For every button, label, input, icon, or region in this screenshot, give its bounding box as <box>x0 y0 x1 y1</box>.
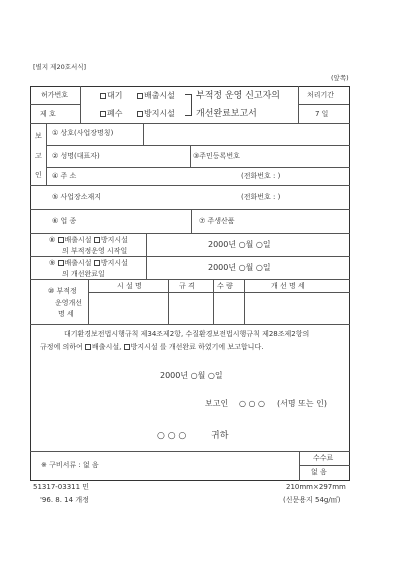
required-documents: ※ 구비서류 : 없 음 <box>41 461 99 469</box>
improvement-label-1: ⑩ 부적정 <box>48 287 77 295</box>
processing-period-label: 처리기간 <box>307 91 335 99</box>
body-prevention-checkbox[interactable] <box>124 344 130 350</box>
improvement-col-spec: 규 격 <box>179 282 195 290</box>
start-emission-checkbox[interactable] <box>58 237 64 243</box>
start-prevention-checkbox[interactable] <box>94 237 100 243</box>
improvement-header-line <box>88 292 350 293</box>
improvement-label-3: 명 세 <box>58 310 74 318</box>
done-date-options: ⑨ 배출시설 방지시설 <box>49 259 128 267</box>
header-permit-row-line <box>30 104 80 105</box>
facility-type-wastewater: 폐수 <box>100 110 122 118</box>
air-checkbox[interactable] <box>100 93 106 99</box>
side-note: (앞쪽) <box>331 74 349 82</box>
improvement-col-detail: 개 선 명 세 <box>271 282 305 290</box>
improvement-col-divider-3 <box>244 279 245 324</box>
site-phone: (전화번호 : ) <box>241 193 281 201</box>
frame-left <box>30 86 31 481</box>
facility-type-emission: 배출시설 <box>137 92 175 100</box>
reporter-row2-divider <box>190 145 191 167</box>
frame-bottom <box>30 480 350 481</box>
representative-name-label: ② 성명(대표자) <box>52 152 100 160</box>
revision-date: '96. 8. 14 개정 <box>40 496 89 504</box>
reporter-side-divider <box>46 123 47 185</box>
reporter-name: ○ ○ ○ <box>239 399 266 408</box>
reporter-side-char-3: 인 <box>35 171 42 179</box>
done-date-label: 의 개선완료일 <box>62 270 105 278</box>
wastewater-checkbox[interactable] <box>100 111 106 117</box>
emission-checkbox[interactable] <box>137 93 143 99</box>
paper-size: 210mm×297mm <box>286 483 346 491</box>
report-title-line2: 개선완료보고서 <box>196 109 257 119</box>
improvement-col-qty: 수 량 <box>217 282 233 290</box>
reporter-side-char-1: 보 <box>35 132 42 140</box>
done-emission-checkbox[interactable] <box>58 260 64 266</box>
facility-type-prevention: 방지시설 <box>137 110 175 118</box>
site-row-line <box>30 209 350 210</box>
sign-note: (서명 또는 인) <box>277 399 327 408</box>
footer-fee-line <box>299 465 350 466</box>
start-date-label: 의 부적정운영 시작일 <box>62 247 128 255</box>
report-title-line1: 부적정 운영 신고자의 <box>196 91 280 101</box>
improvement-label-2: 운영개선 <box>55 299 83 307</box>
improvement-label-divider <box>88 279 89 324</box>
body-emission-checkbox[interactable] <box>85 344 91 350</box>
done-row-line <box>30 279 350 280</box>
fee-label: 수수료 <box>313 454 334 462</box>
start-row-line <box>30 256 350 257</box>
resident-number-label: ③주민등록번호 <box>193 152 240 160</box>
address-label: ④ 주 소 <box>52 172 77 180</box>
products-label: ⑦ 주생산품 <box>199 217 235 225</box>
start-date-options: ⑧ 배출시설 방지시설 <box>49 236 128 244</box>
done-date-value: 2000년 ○월 ○일 <box>208 263 271 272</box>
reporter-row3-line <box>30 185 350 186</box>
reporter-row2-line <box>46 167 350 168</box>
body-text-line2: 규정에 의하여 배출시설, 방지시설 를 개선완료 하였기에 보고합니다. <box>40 343 264 351</box>
site-location-label: ⑤ 사업장소재지 <box>52 193 102 201</box>
form-code: [별지 제20호서식] <box>33 63 87 71</box>
reporter-row1-divider <box>143 123 144 145</box>
address-phone: (전화번호 : ) <box>241 172 281 180</box>
improvement-col-facility: 시 설 명 <box>117 282 142 290</box>
prevention-checkbox[interactable] <box>137 111 143 117</box>
header-bottom-line <box>30 123 350 124</box>
addressee-suffix: 귀하 <box>211 431 229 441</box>
industry-row-line <box>30 233 350 234</box>
industry-label: ⑥ 업 종 <box>52 217 77 225</box>
processing-period-value: 7 일 <box>315 110 329 118</box>
form-number: 51317-03311 민 <box>33 483 90 491</box>
improvement-bottom-line <box>30 324 350 325</box>
title-bracket <box>185 94 192 116</box>
report-date: 2000년 ○월 ○일 <box>160 371 223 380</box>
start-date-value: 2000년 ○월 ○일 <box>208 240 271 249</box>
footer-top-line <box>30 451 350 452</box>
improvement-col-divider-2 <box>213 279 214 324</box>
paper-type: (신문용지 54g/㎡) <box>283 496 341 504</box>
permit-number-label: 허가번호 <box>41 91 69 99</box>
fee-value: 없 음 <box>311 468 327 476</box>
footer-fee-divider <box>299 451 300 481</box>
facility-type-air: 대기 <box>100 92 122 100</box>
header-divider-left <box>80 86 81 123</box>
done-prevention-checkbox[interactable] <box>94 260 100 266</box>
company-name-label: ① 상호(사업장명칭) <box>52 129 114 137</box>
body-text-line1: 대기환경보전법시행규칙 제34조제2항, 수질환경보전법시행규칙 제28조제2항의 <box>64 330 310 338</box>
frame-top <box>30 86 350 87</box>
header-period-row-line <box>298 104 349 105</box>
reporter-row1-line <box>46 145 350 146</box>
addressee-name: ○ ○ ○ <box>157 431 187 441</box>
reporter-side-char-2: 고 <box>35 152 42 160</box>
permit-number-no: 제 호 <box>40 110 56 118</box>
improvement-col-divider-1 <box>168 279 169 324</box>
industry-divider <box>191 209 192 233</box>
reporter-label: 보고인 <box>205 399 229 408</box>
